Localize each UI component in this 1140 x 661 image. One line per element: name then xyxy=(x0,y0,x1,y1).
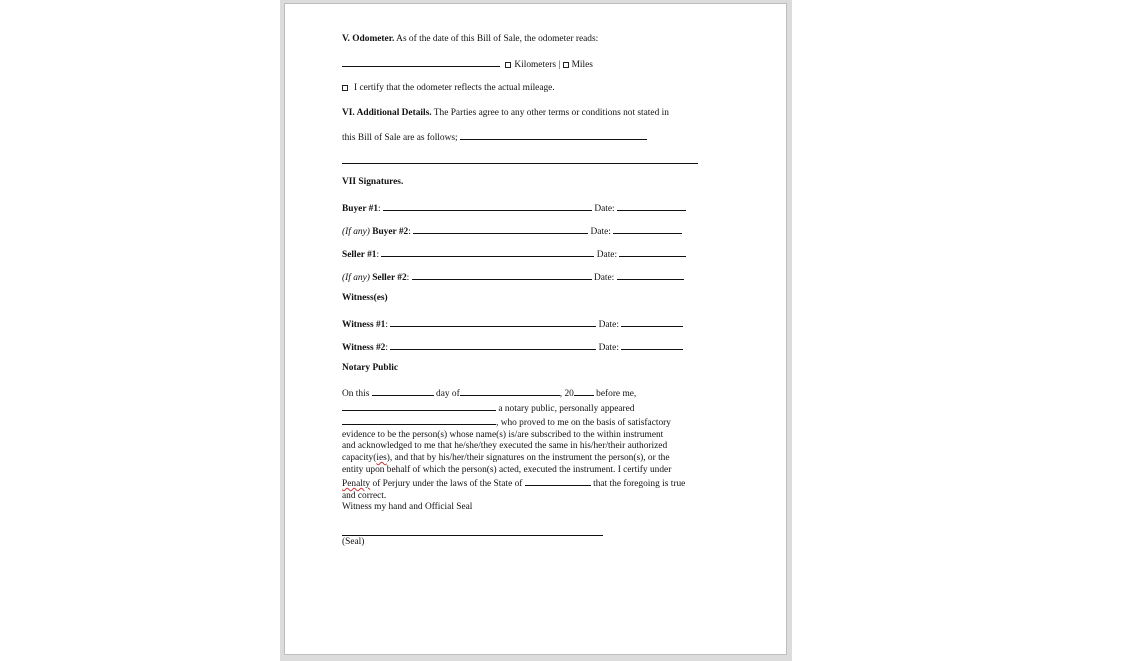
seal-label: (Seal) xyxy=(342,537,365,547)
seller2-date-blank[interactable] xyxy=(617,270,684,280)
spellcheck-penalty: Penalty xyxy=(342,479,371,490)
notary-line-8: Penalty of Perjury under the laws of the State of that the foregoing is true xyxy=(342,476,732,491)
notary-name-blank[interactable] xyxy=(342,401,496,411)
additional-details-full-blank[interactable] xyxy=(342,163,698,164)
state-blank[interactable] xyxy=(525,476,591,486)
seller1-signature-line: Seller #1: Date: xyxy=(342,247,686,261)
witness1-signature-line: Witness #1: Date: xyxy=(342,317,683,331)
spellcheck-ies: ies xyxy=(376,452,387,463)
date-label: Date: xyxy=(594,204,615,214)
witness-hand-text: Witness my hand and Official Seal xyxy=(342,502,473,512)
buyer1-label: Buyer #1 xyxy=(342,204,379,214)
additional-details-line-2 xyxy=(342,130,647,144)
additional-heading: VI. Additional Details. xyxy=(342,108,432,118)
date-label: Date: xyxy=(590,227,611,237)
miles-checkbox[interactable] xyxy=(563,62,569,68)
kilometers-label: Kilometers | xyxy=(514,60,561,70)
buyer2-date-blank[interactable] xyxy=(613,224,682,234)
witness2-signature-blank[interactable] xyxy=(390,340,596,350)
odometer-text: As of the date of this Bill of Sale, the odometer reads: xyxy=(396,34,599,44)
appeared-person-blank[interactable] xyxy=(342,415,496,425)
if-any-label: (If any) xyxy=(342,273,370,283)
buyer2-label: Buyer #2 xyxy=(372,227,409,237)
witness1-date-blank[interactable] xyxy=(621,317,683,327)
notary-line-4: evidence to be the person(s) whose name(s) is/are subscribed to the within instrument xyxy=(342,429,664,440)
seller2-signature-blank[interactable] xyxy=(412,270,592,280)
seller2-signature-line: (If any) Seller #2: Date: xyxy=(342,270,684,284)
additional-text-1: The Parties agree to any other terms or conditions not stated in xyxy=(433,108,669,118)
date-label: Date: xyxy=(596,250,618,260)
notary-line-2: a notary public, personally appeared xyxy=(342,401,732,416)
odometer-certify-line xyxy=(342,83,555,94)
witness1-signature-blank[interactable] xyxy=(390,317,596,327)
notary-day-blank[interactable] xyxy=(372,386,434,396)
notary-signature-blank[interactable] xyxy=(342,535,603,536)
buyer1-signature-line: Buyer #1: Date: xyxy=(342,201,686,215)
buyer1-signature-blank[interactable] xyxy=(383,201,592,211)
notary-line-1: On this day of , 20 before me, xyxy=(342,386,732,401)
notary-heading: Notary Public xyxy=(342,363,398,373)
signatures-heading: VII Signatures. xyxy=(342,177,404,187)
date-label: Date: xyxy=(598,320,619,330)
seller1-label: Seller #1 xyxy=(342,250,377,260)
date-label: Date: xyxy=(598,343,619,353)
seller2-label: Seller #2 xyxy=(372,273,407,283)
additional-text-2: this Bill of Sale are as follows; xyxy=(342,133,458,143)
odometer-reading-line xyxy=(342,57,593,71)
notary-paragraph xyxy=(342,386,732,502)
miles-label: Miles xyxy=(571,60,593,70)
seller1-signature-blank[interactable] xyxy=(381,247,594,257)
odometer-section xyxy=(342,34,598,45)
notary-line-3: , who proved to me on the basis of satisfactory xyxy=(342,415,732,430)
date-label: Date: xyxy=(593,273,615,283)
witness2-label: Witness #2 xyxy=(342,343,386,353)
witness2-date-blank[interactable] xyxy=(621,340,683,350)
notary-line-6: capacity(ies), and that by his/her/their signatures on the instrument the person(s), or the xyxy=(342,452,670,463)
notary-line-5: and acknowledged to me that he/she/they executed the same in his/her/their authorized xyxy=(342,441,668,452)
witnesses-heading: Witness(es) xyxy=(342,293,388,303)
certify-text: I certify that the odometer reflects the actual mileage. xyxy=(354,83,555,93)
seller1-date-blank[interactable] xyxy=(619,247,686,257)
notary-line-9: and correct. xyxy=(342,490,387,501)
notary-year-blank[interactable] xyxy=(574,386,594,396)
witness1-label: Witness #1 xyxy=(342,320,386,330)
additional-details-blank[interactable] xyxy=(460,130,647,140)
odometer-heading: V. Odometer. xyxy=(342,34,395,44)
notary-month-blank[interactable] xyxy=(460,386,560,396)
witness2-signature-line: Witness #2: Date: xyxy=(342,340,683,354)
odometer-reading-blank[interactable] xyxy=(342,57,500,67)
certify-checkbox[interactable] xyxy=(342,85,348,91)
buyer1-date-blank[interactable] xyxy=(617,201,686,211)
additional-details-section xyxy=(342,108,669,119)
buyer2-signature-line: (If any) Buyer #2: Date: xyxy=(342,224,682,238)
notary-line-7: entity upon behalf of which the person(s) acted, executed the instrument. I certify under xyxy=(342,464,672,475)
buyer2-signature-blank[interactable] xyxy=(413,224,588,234)
kilometers-checkbox[interactable] xyxy=(505,62,511,68)
if-any-label: (If any) xyxy=(342,227,370,237)
